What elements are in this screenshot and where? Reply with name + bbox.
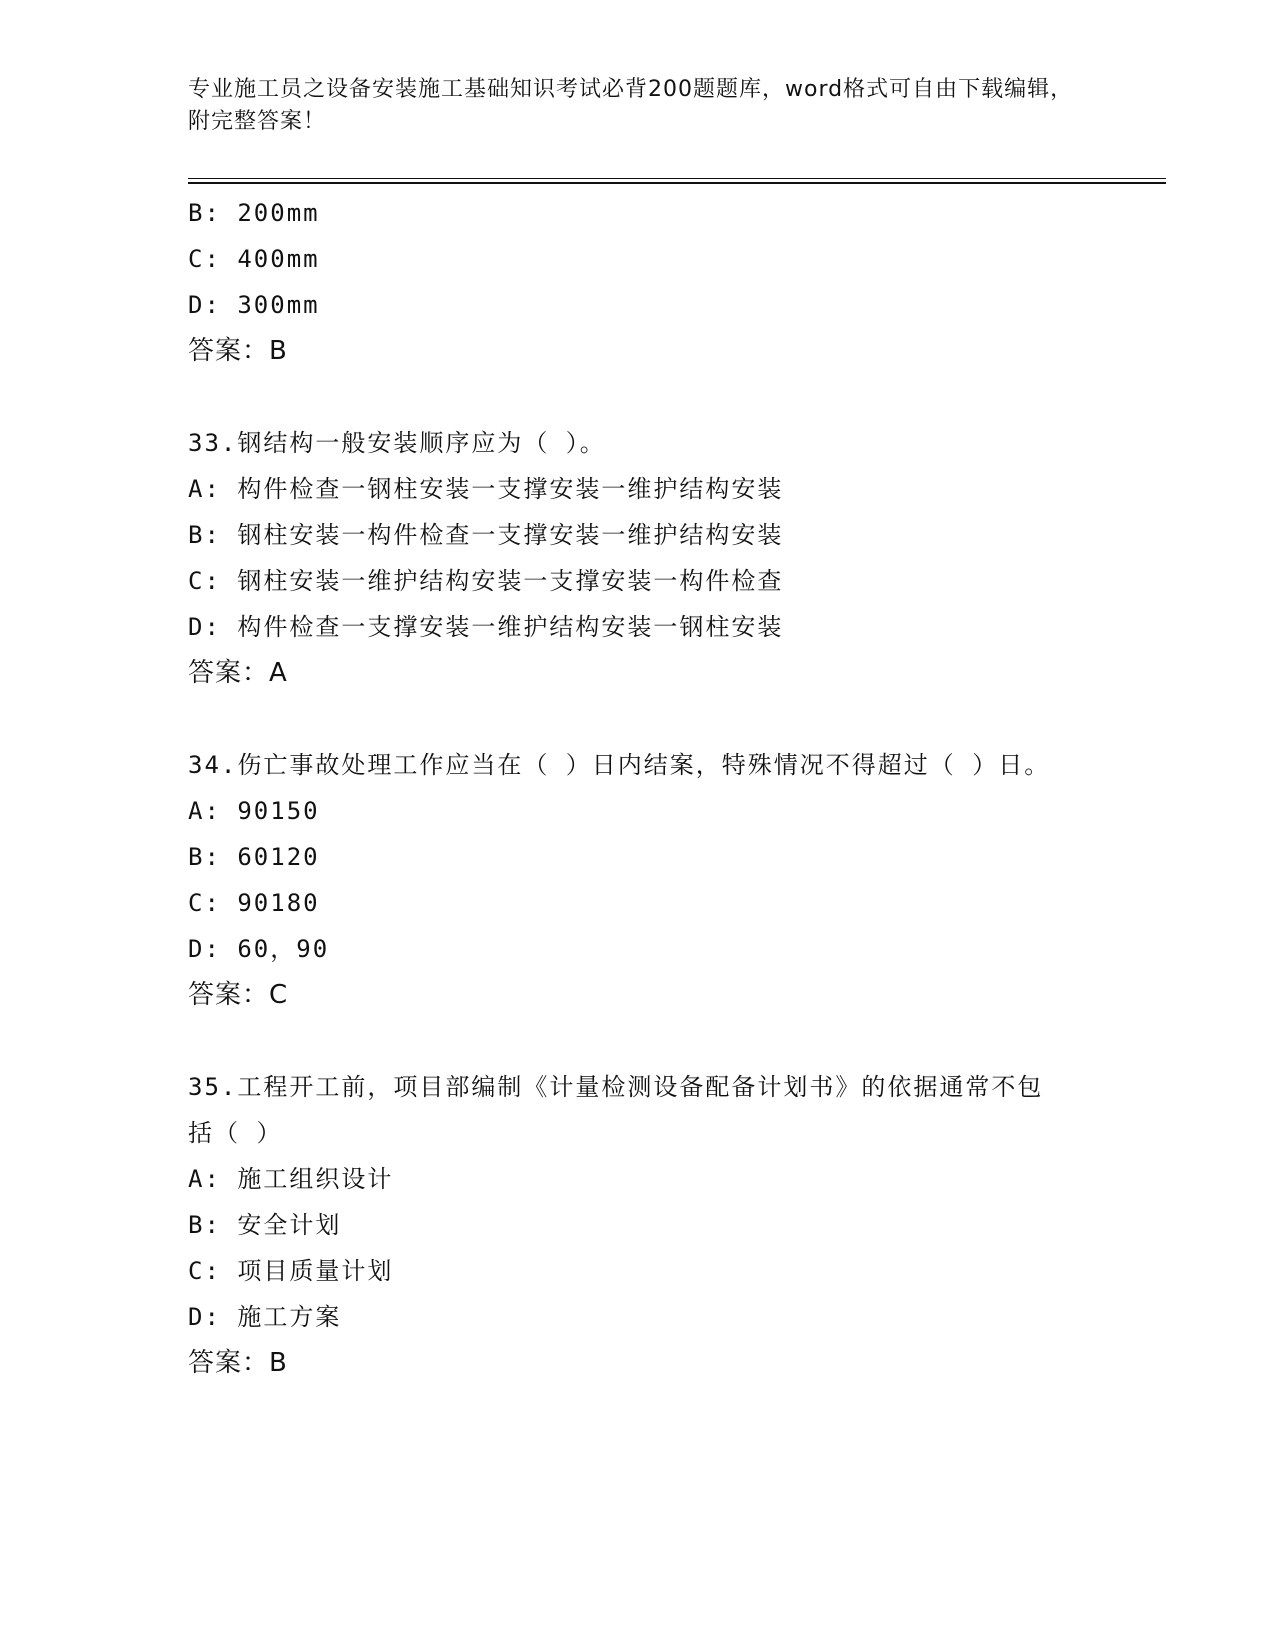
- spacer: [188, 1018, 1088, 1064]
- answer-line: 答案：B: [188, 1348, 288, 1378]
- option-b: B: 60120: [188, 843, 320, 871]
- question-34: [188, 742, 1088, 1018]
- answer-line: 答案：C: [188, 980, 289, 1010]
- question-stem: 35.工程开工前，项目部编制《计量检测设备配备计划书》的依据通常不包括（ ）: [188, 1073, 1044, 1147]
- option-b: B: 200mm: [188, 199, 320, 227]
- option-c: C: 项目质量计划: [188, 1257, 394, 1285]
- question-35: [188, 1064, 1088, 1386]
- option-c: C: 钢柱安装一维护结构安装一支撑安装一构件检查: [188, 567, 784, 595]
- question-list: [188, 190, 1088, 1386]
- header-divider-thick: [188, 182, 1166, 184]
- answer-line: 答案：A: [188, 658, 288, 688]
- option-b: B: 钢柱安装一构件检查一支撑安装一维护结构安装: [188, 521, 784, 549]
- question-33: [188, 420, 1088, 696]
- spacer: [188, 374, 1088, 420]
- option-d: D: 构件检查一支撑安装一维护结构安装一钢柱安装: [188, 613, 784, 641]
- option-d: D: 施工方案: [188, 1303, 342, 1331]
- option-d: D: 60，90: [188, 935, 330, 963]
- header-title: 专业施工员之设备安装施工基础知识考试必背200题题库，word格式可自由下载编辑，附完整答案！: [188, 77, 1074, 134]
- spacer: [188, 696, 1088, 742]
- document-header: [188, 74, 1078, 138]
- header-divider-thin: [188, 178, 1166, 179]
- question-stem: 33.钢结构一般安装顺序应为（ ）。: [188, 429, 606, 457]
- option-a: A: 构件检查一钢柱安装一支撑安装一维护结构安装: [188, 475, 784, 503]
- answer-line: 答案：B: [188, 336, 288, 366]
- question-stem: 34.伤亡事故处理工作应当在（ ）日内结案，特殊情况不得超过（ ）日。: [188, 751, 1051, 779]
- option-c: C: 90180: [188, 889, 320, 917]
- option-a: A: 90150: [188, 797, 320, 825]
- option-b: B: 安全计划: [188, 1211, 342, 1239]
- question-32-tail: [188, 190, 1088, 374]
- option-c: C: 400mm: [188, 245, 320, 273]
- option-a: A: 施工组织设计: [188, 1165, 394, 1193]
- option-d: D: 300mm: [188, 291, 320, 319]
